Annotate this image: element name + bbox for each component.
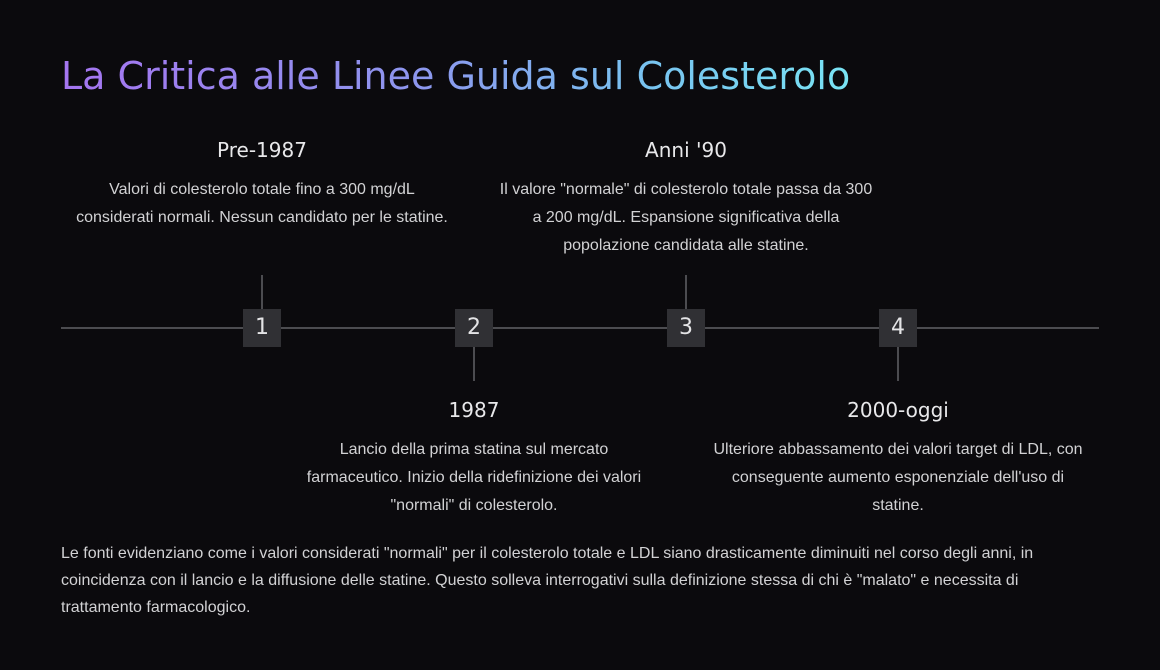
timeline-connector <box>897 347 899 381</box>
event-description: Valori di colesterolo totale fino a 300 mg/dL considerati normali. Nessun candidato per le statine. <box>76 181 448 226</box>
event-description: Il valore "normale" di colesterolo totale passa da 300 a 200 mg/dL. Espansione significativa della popolazione candidata alle statine. <box>499 181 873 254</box>
timeline-event-2 <box>294 396 654 520</box>
timeline-marker-2: 2 <box>455 309 493 347</box>
event-description: Lancio della prima statina sul mercato farmaceutico. Inizio della ridefinizione dei valori "normali" di colesterolo. <box>306 441 642 514</box>
event-period: Pre-1987 <box>217 138 307 162</box>
timeline-event-3 <box>496 136 876 260</box>
timeline-axis <box>61 327 1099 329</box>
page-title: La Critica alle Linee Guida sul Colesterolo <box>61 48 850 104</box>
timeline-marker-4: 4 <box>879 309 917 347</box>
event-period: 2000-oggi <box>847 398 949 422</box>
timeline-connector <box>685 275 687 309</box>
timeline-connector <box>261 275 263 309</box>
timeline-connector <box>473 347 475 381</box>
event-description: Ulteriore abbassamento dei valori target di LDL, con conseguente aumento esponenziale dell'uso di statine. <box>713 441 1083 514</box>
timeline-marker-3: 3 <box>667 309 705 347</box>
timeline-marker-1: 1 <box>243 309 281 347</box>
timeline-event-1 <box>72 136 452 232</box>
summary-paragraph: Le fonti evidenziano come i valori considerati "normali" per il colesterolo totale e LDL siano drasticamente diminuiti nel corso degli anni, in coincidenza con il lancio e la diffusione delle statine. Questo solleva interrogativi sulla definizione stessa di chi è "malato" e necessita di trattamento farmacologico. <box>61 545 1034 616</box>
event-period: 1987 <box>448 398 500 422</box>
timeline-event-4 <box>708 396 1088 520</box>
event-period: Anni '90 <box>645 138 727 162</box>
